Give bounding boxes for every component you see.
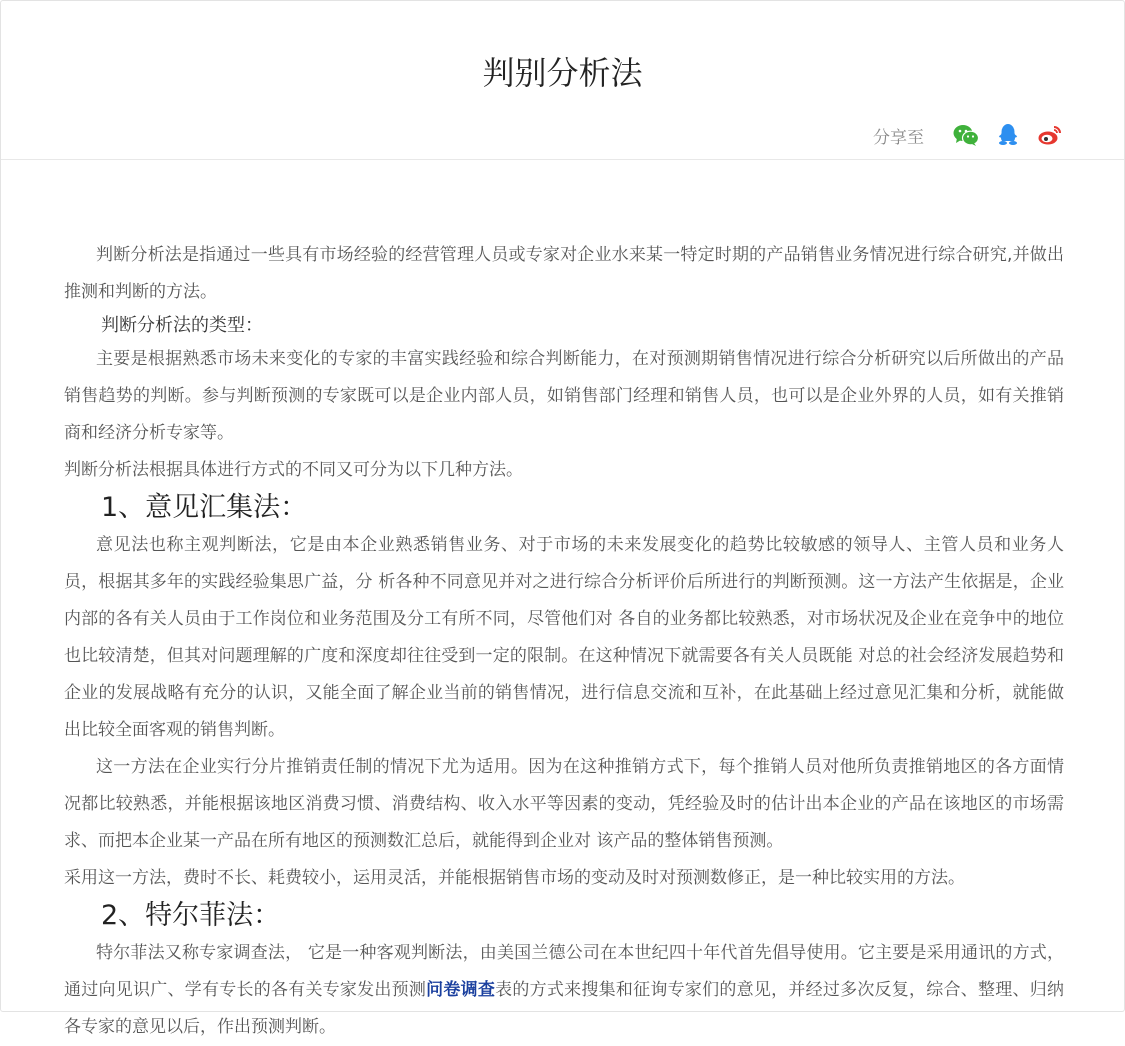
wechat-share-button[interactable] <box>952 121 980 149</box>
wechat-icon <box>953 124 979 146</box>
qq-share-button[interactable] <box>994 121 1022 149</box>
share-label: 分享至 <box>873 127 924 148</box>
article-body <box>64 237 1064 1046</box>
share-bar <box>873 121 1064 149</box>
section-2-text-before: 特尔菲法又称专家调查法， 它是一种客观判断法，由美国兰德公司在本世纪四十年代首先倡导使用。它主要是采用通讯的方式，通过向见识广、学有专长的各有关专家发出预测 <box>64 943 1064 1000</box>
questionnaire-link[interactable]: 问卷调查 <box>426 980 496 1000</box>
types-heading: 判断分析法的类型： <box>101 315 263 336</box>
section-2-text-after: 表的方式来搜集和征询专家们的意见，并经过多次反复，综合、整理、归纳各专家的意见以后，作出预测判断。 <box>64 980 1065 1037</box>
intro-paragraph: 判断分析法是指通过一些具有市场经验的经营管理人员或专家对企业水来某一特定时期的产品销售业务情况进行综合研究,并做出推测和判断的方法。 <box>64 245 1064 302</box>
article-header <box>1 1 1124 160</box>
weibo-share-button[interactable] <box>1036 121 1064 149</box>
section-2-heading: 2、特尔菲法： <box>101 900 281 931</box>
qq-icon <box>997 123 1019 147</box>
weibo-icon <box>1037 124 1063 146</box>
methods-intro: 判断分析法根据具体进行方式的不同又可分为以下几种方法。 <box>64 460 523 480</box>
types-paragraph: 主要是根据熟悉市场未来变化的专家的丰富实践经验和综合判断能力，在对预测期销售情况进行综合分析研究以后所做出的产品销售趋势的判断。参与判断预测的专家既可以是企业内部人员，如销售部门经理和销售人员，也可以是企业外界的人员，如有关推销商和经济分析专家等。 <box>64 349 1064 443</box>
section-1-paragraph-1: 意见法也称主观判断法，它是由本企业熟悉销售业务、对于市场的未来发展变化的趋势比较敏感的领导人、主管人员和业务人员，根据其多年的实践经验集思广益，分 析各种不同意见并对之进行综合分析评价后所进行的判断预测。这一方法产生依据是，企业内部的各有关人员由于工作岗位和业务范围及分工有所不同，尽管他们对 各自的业务都比较熟悉，对市场状况及企业在竞争中的地位也比较清楚，但其对问题理解的广度和深度却往往受到一定的限制。在这种情况下就需要各有关人员既能 对总的社会经济发展趋势和企业的发展战略有充分的认识，又能全面了解企业当前的销售情况，进行信息交流和互补，在此基础上经过意见汇集和分析，就能做出比较全面客观的销售判断。 <box>64 535 1064 740</box>
section-1-paragraph-2: 这一方法在企业实行分片推销责任制的情况下尤为适用。因为在这种推销方式下，每个推销人员对他所负责推销地区的各方面情况都比较熟悉，并能根据该地区消费习惯、消费结构、收入水平等因素的变动，凭经验及时的估计出本企业的产品在该地区的市场需求、而把本企业某一产品在所有地区的预测数汇总后，就能得到企业对 该产品的整体销售预测。 <box>64 757 1064 851</box>
section-1-paragraph-3: 采用这一方法，费时不长、耗费较小，运用灵活，并能根据销售市场的变动及时对预测数修正，是一种比较实用的方法。 <box>64 868 965 888</box>
section-2-paragraph-1 <box>64 935 1064 1046</box>
section-1-heading: 1、意见汇集法： <box>101 492 308 523</box>
page-title: 判别分析法 <box>482 54 643 92</box>
